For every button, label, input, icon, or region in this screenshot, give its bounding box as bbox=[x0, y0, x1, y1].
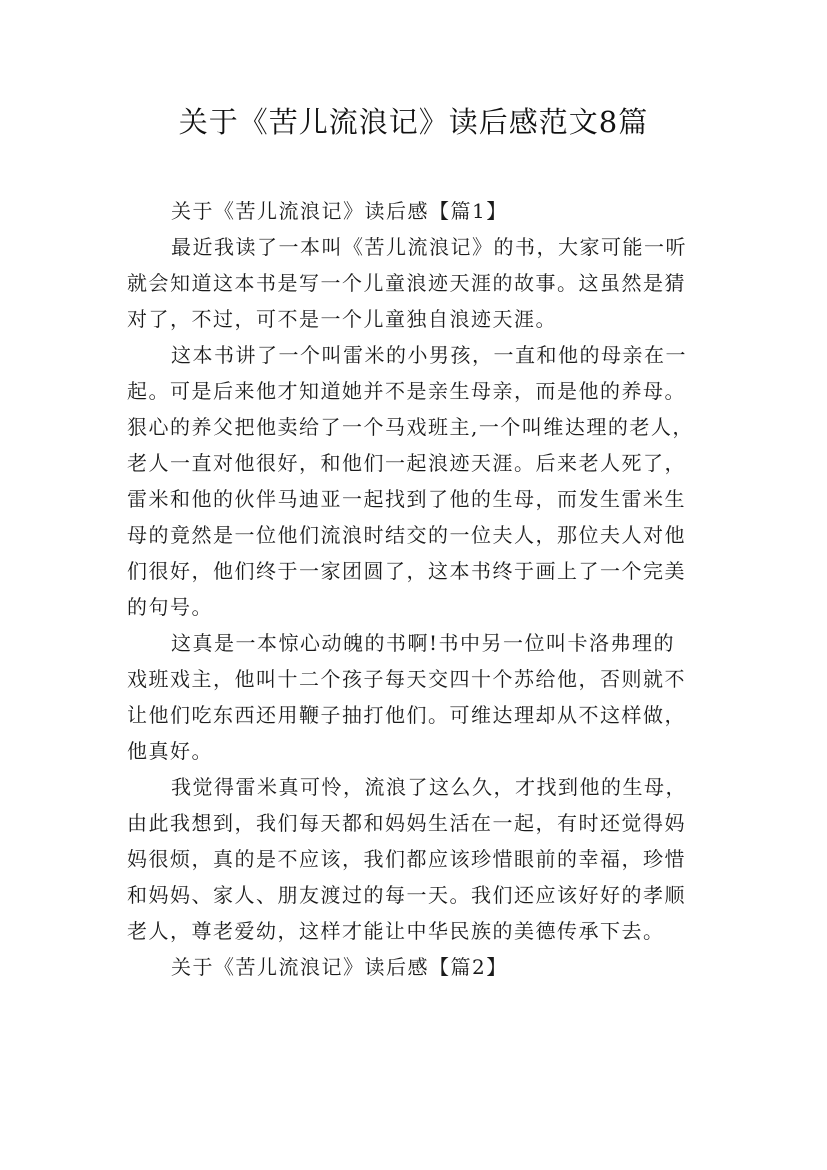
text-line: 老人一直对他很好，和他们一起浪迹天涯。后来老人死了， bbox=[127, 451, 686, 475]
paragraph bbox=[127, 625, 717, 769]
text-line: 狠心的养父把他卖给了一个马戏班主,一个叫维达理的老人， bbox=[127, 415, 694, 439]
text-line: 妈很烦，真的是不应该，我们都应该珍惜眼前的幸福，珍惜 bbox=[127, 847, 686, 871]
section-heading: 关于《苦儿流浪记》读后感【篇1】 bbox=[171, 199, 508, 223]
text-line: 我觉得雷米真可怜，流浪了这么久，才找到他的生母， bbox=[171, 775, 687, 799]
document-body bbox=[127, 193, 717, 985]
text-line: 让他们吃东西还用鞭子抽打他们。可维达理却从不这样做， bbox=[127, 703, 686, 727]
text-line: 母的竟然是一位他们流浪时结交的一位夫人，那位夫人对他 bbox=[127, 523, 686, 547]
text-line: 戏班戏主，他叫十二个孩子每天交四十个苏给他，否则就不 bbox=[127, 667, 686, 691]
paragraph bbox=[127, 337, 717, 625]
text-line: 对了，不过，可不是一个儿童独自浪迹天涯。 bbox=[127, 307, 557, 331]
text-line: 起。可是后来他才知道她并不是亲生母亲，而是他的养母。 bbox=[127, 379, 686, 403]
text-line: 和妈妈、家人、朋友渡过的每一天。我们还应该好好的孝顺 bbox=[127, 883, 686, 907]
document-title: 关于《苦儿流浪记》读后感范文8篇 bbox=[178, 105, 649, 139]
text-line: 最近我读了一本叫《苦儿流浪记》的书，大家可能一听 bbox=[171, 235, 687, 259]
text-line: 这真是一本惊心动魄的书啊!书中另一位叫卡洛弗理的 bbox=[171, 631, 676, 655]
paragraph bbox=[127, 229, 717, 337]
paragraph bbox=[127, 769, 717, 949]
text-line: 的句号。 bbox=[127, 595, 213, 619]
text-line: 就会知道这本书是写一个儿童浪迹天涯的故事。这虽然是猜 bbox=[127, 271, 686, 295]
text-line: 他真好。 bbox=[127, 739, 213, 763]
section-heading: 关于《苦儿流浪记》读后感【篇2】 bbox=[171, 955, 508, 979]
text-line: 老人，尊老爱幼，这样才能让中华民族的美德传承下去。 bbox=[127, 919, 665, 943]
text-line: 这本书讲了一个叫雷米的小男孩，一直和他的母亲在一 bbox=[171, 343, 687, 367]
text-line: 由此我想到，我们每天都和妈妈生活在一起，有时还觉得妈 bbox=[127, 811, 686, 835]
text-line: 们很好，他们终于一家团圆了，这本书终于画上了一个完美 bbox=[127, 559, 686, 583]
text-line: 雷米和他的伙伴马迪亚一起找到了他的生母，而发生雷米生 bbox=[127, 487, 686, 511]
